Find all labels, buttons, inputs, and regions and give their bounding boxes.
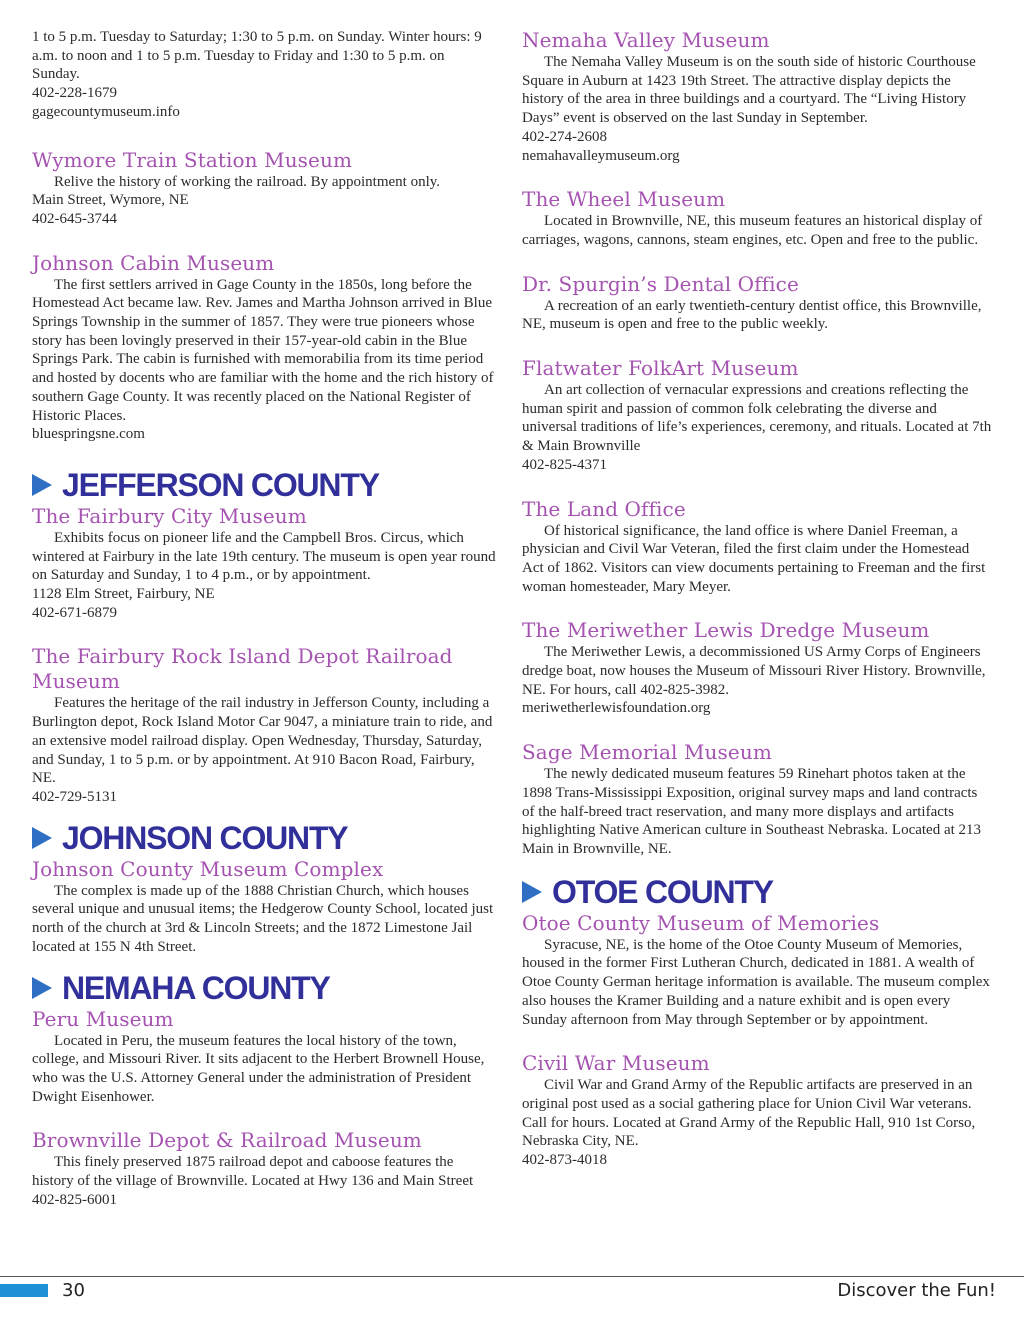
entry-title: The Wheel Museum	[522, 187, 726, 212]
entry-phone: 402-873-4018	[522, 1152, 607, 1169]
footer-tagline: Discover the Fun!	[837, 1280, 996, 1301]
phone-text: 402-228-1679	[32, 85, 117, 102]
museum-entry-flatwater-folkart	[522, 356, 992, 475]
page-number: 30	[62, 1280, 85, 1301]
entry-description: Located in Brownville, NE, this museum features an historical display of carriages, wagons, cannons, steam engines, etc. Open and free to the public.	[522, 213, 983, 248]
section-heading-jefferson	[32, 466, 496, 504]
arrow-right-icon	[32, 474, 52, 496]
entry-description: The first settlers arrived in Gage County in the 1850s, long before the Homestead Act became law. Rev. James and Martha Johnson arrived in Blue Springs Township in the summer of 1857. They were true pioneers whose story has been lovingly preserved in their 157-year-old cabin in the Blue Springs Park. The cabin is furnished with memorabilia from its time period and hosted by docents who are familiar with the home and the rich history of southern Gage County. It was recently placed on the National Register of Historic Places.	[32, 276, 494, 424]
museum-entry-brownville-depot	[32, 1128, 496, 1209]
entry-description: Features the heritage of the rail industry in Jefferson County, including a Burlington depot, Rock Island Motor Car 9047, a miniature train to ride, and an extensive model railroad display. Open Wednesday, Thursday, Saturday, and Sunday, 1 to 5 p.m. or by appointment. At 910 Bacon Road, Fairbury, NE.	[32, 695, 493, 787]
museum-entry-otoe-memories	[522, 911, 992, 1030]
entry-website: meriwetherlewisfoundation.org	[522, 700, 711, 717]
hours-text: 1 to 5 p.m. Tuesday to Saturday; 1:30 to 5 p.m. on Sunday. Winter hours: 9 a.m. to noon and 1 to 5 p.m. Tuesday to Friday and 1:30 to 5 p.m. on Sunday.	[32, 29, 482, 83]
entry-description: The newly dedicated museum features 59 Rinehart photos taken at the 1898 Trans-Mississippi Exposition, original survey maps and land contracts of the half-breed tract reservation, and many more displays and artifacts highlighting Native American culture in Southeast Nebraska. Located at 213 Main in Brownville, NE.	[522, 766, 982, 857]
right-column	[522, 28, 992, 1192]
footer-accent-bar	[0, 1284, 48, 1297]
entry-description: The Meriwether Lewis, a decommissioned US Army Corps of Engineers dredge boat, now houses the Museum of Missouri River History. Brownville, NE. For hours, call 402-825-3982.	[522, 644, 986, 698]
museum-entry-sage-memorial	[522, 740, 992, 859]
arrow-right-icon	[32, 977, 52, 999]
county-heading: JOHNSON COUNTY	[62, 819, 348, 856]
entry-website: bluespringsne.com	[32, 426, 145, 443]
entry-description: Civil War and Grand Army of the Republic artifacts are preserved in an original post used as a social gathering place for Union Civil War veterans. Call for hours. Located at Grand Army of the Republic Hall, 910 1st Corso, Nebraska City, NE.	[522, 1077, 976, 1150]
entry-phone: 402-274-2608	[522, 128, 607, 145]
section-heading-johnson	[32, 819, 496, 857]
entry-title: Wymore Train Station Museum	[32, 147, 353, 172]
entry-description: Relive the history of working the railroad. By appointment only.	[54, 173, 441, 190]
entry-phone: 402-825-4371	[522, 456, 607, 473]
entry-description: This finely preserved 1875 railroad depot and caboose features the history of the village of Brownville. Located at Hwy 136 and Main Street	[32, 1154, 474, 1190]
entry-description: Exhibits focus on pioneer life and the Campbell Bros. Circus, which wintered at Fairbury in the late 19th century. The museum is open year round on Saturday and Sunday, 1 to 4 p.m., or by appointment.	[32, 529, 496, 584]
entry-title: The Fairbury Rock Island Depot Railroad Museum	[32, 644, 453, 694]
entry-description: Of historical significance, the land office is where Daniel Freeman, a physician and Civil War Veteran, filed the first claim under the Homestead Act of 1862. Visitors can view documents pertaining to Freeman and the first woman homesteader, Mary Meyer.	[522, 522, 986, 595]
entry-title: The Land Office	[522, 496, 686, 521]
entry-title: Flatwater FolkArt Museum	[522, 356, 799, 381]
arrow-right-icon	[32, 827, 52, 849]
entry-description: A recreation of an early twentieth-century dentist office, this Brownville, NE, museum is open and free to the public weekly.	[522, 297, 982, 333]
footer-divider	[0, 1276, 1024, 1277]
museum-entry-spurgin-dental	[522, 272, 992, 334]
county-heading: NEMAHA COUNTY	[62, 969, 330, 1006]
gage-county-museum-continued	[32, 28, 496, 122]
entry-address: 1128 Elm Street, Fairbury, NE	[32, 586, 215, 603]
county-heading: OTOE COUNTY	[552, 873, 773, 910]
entry-description: The complex is made up of the 1888 Christian Church, which houses several unique and unusual items; the Hedgerow County School, located just north of the church at 3rd & Lincoln Streets; and the 1872 Limestone Jail located at 155 N 4th Street.	[32, 882, 494, 955]
entry-title: Johnson Cabin Museum	[32, 250, 275, 275]
entry-title: Sage Memorial Museum	[522, 740, 772, 765]
museum-entry-rock-island-depot	[32, 644, 496, 806]
entry-title: Dr. Spurgin’s Dental Office	[522, 271, 799, 296]
entry-title: Otoe County Museum of Memories	[522, 910, 880, 935]
entry-phone: 402-671-6879	[32, 604, 117, 621]
entry-description: An art collection of vernacular expressions and creations reflecting the human spirit and passion of common folk celebrating the diverse and universal traditions of life’s experiences, ceremony, and rituals. Located at 7th & Main Brownville	[522, 382, 992, 455]
museum-entry-land-office	[522, 497, 992, 597]
museum-entry-civil-war	[522, 1051, 992, 1170]
entry-title: Civil War Museum	[522, 1051, 710, 1076]
museum-entry-wymore	[32, 148, 496, 229]
entry-phone: 402-825-6001	[32, 1191, 117, 1208]
museum-entry-wheel	[522, 187, 992, 249]
entry-title: Johnson County Museum Complex	[32, 856, 384, 881]
entry-website: nemahavalleymuseum.org	[522, 147, 680, 164]
website-text: gagecountymuseum.info	[32, 103, 180, 120]
entry-title: Nemaha Valley Museum	[522, 28, 770, 52]
section-heading-nemaha	[32, 969, 496, 1007]
museum-entry-johnson-county-complex	[32, 857, 496, 957]
entry-title: Brownville Depot & Railroad Museum	[32, 1128, 422, 1153]
section-heading-otoe	[522, 873, 992, 911]
county-heading: JEFFERSON COUNTY	[62, 466, 379, 503]
entry-phone: 402-645-3744	[32, 210, 117, 227]
entry-title: Peru Museum	[32, 1006, 174, 1031]
museum-entry-johnson-cabin	[32, 251, 496, 444]
entry-phone: 402-729-5131	[32, 788, 117, 805]
left-column	[32, 28, 496, 1231]
entry-description: Syracuse, NE, is the home of the Otoe County Museum of Memories, housed in the former First Lutheran Church, dedicated in 1881. A wealth of Otoe County German heritage information is available. The museum complex also houses the Kramer Building and a nature exhibit and is open every Sunday afternoon from May through September or by appointment.	[522, 936, 990, 1028]
entry-title: The Meriwether Lewis Dredge Museum	[522, 618, 930, 643]
entry-title: The Fairbury City Museum	[32, 503, 307, 528]
entry-description: The Nemaha Valley Museum is on the south side of historic Courthouse Square in Auburn at 1423 19th Street. The attractive display depicts the history of the area in three buildings and a courtyard. The “Living History Days” event is observed on the last Sunday in September.	[522, 54, 976, 127]
entry-description: Located in Peru, the museum features the local history of the town, college, and Missouri River. It sits adjacent to the Herbert Brownell House, who was the U.S. Attorney General under the administration of President Dwight Eisenhower.	[32, 1032, 485, 1105]
museum-entry-fairbury-city	[32, 504, 496, 623]
museum-entry-meriwether-lewis	[522, 618, 992, 718]
museum-entry-nemaha-valley	[522, 28, 992, 165]
museum-entry-peru	[32, 1007, 496, 1107]
entry-address: Main Street, Wymore, NE	[32, 192, 189, 209]
arrow-right-icon	[522, 881, 542, 903]
